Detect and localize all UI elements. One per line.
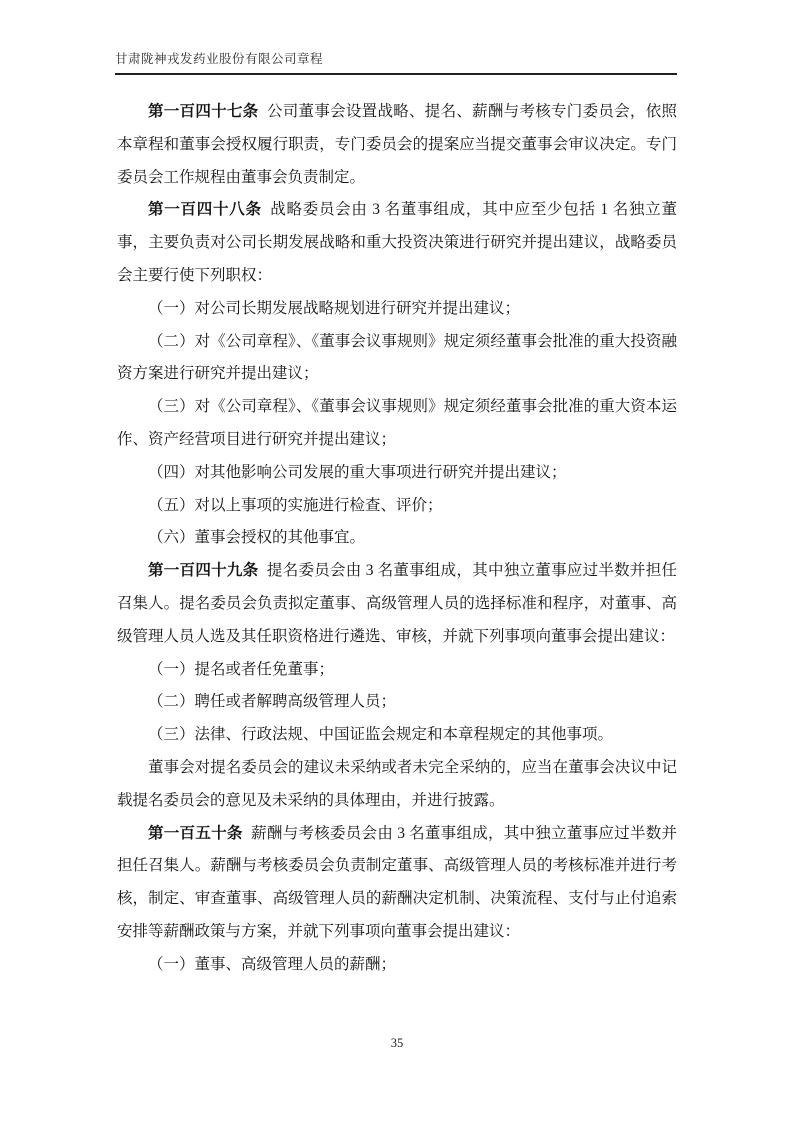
- page-number: 35: [390, 1036, 404, 1050]
- article-150-number: 第一百五十条: [148, 824, 243, 842]
- page-header: [115, 50, 677, 75]
- para-article-150: [117, 818, 677, 949]
- article-148-item-6: [117, 522, 677, 555]
- article-148-number: 第一百四十八条: [148, 201, 262, 219]
- document-body: [117, 96, 677, 982]
- list-item-text: （二）对《公司章程》、《董事会议事规则》规定须经董事会批准的重大投资融资方案进行研究并提出建议；: [117, 332, 677, 383]
- list-item-text: （三）对《公司章程》、《董事会议事规则》规定须经董事会批准的重大资本运作、资产经营项目进行研究并提出建议；: [117, 398, 677, 448]
- article-150-item-1: [117, 949, 677, 982]
- para-article-149: [117, 555, 677, 653]
- list-item-text: （一）对公司长期发展战略规划进行研究并提出建议；: [148, 299, 521, 317]
- article-147-text: 公司董事会设置战略、提名、薪酬与考核专门委员会，依照本章程和董事会授权履行职责，专门委员会的提案应当提交董事会审议决定。专门委员会工作规程由董事会负责制定。: [117, 103, 677, 186]
- article-148-item-3: [117, 391, 677, 457]
- article-147-number: 第一百四十七条: [148, 103, 259, 120]
- article-149-number: 第一百四十九条: [148, 562, 259, 580]
- list-item-text: （六）董事会授权的其他事宜。: [148, 529, 366, 547]
- article-148-item-2: [117, 326, 677, 392]
- article-149-text: 提名委员会由 3 名董事组成，其中独立董事应过半数并担任召集人。提名委员会负责拟定董事、高级管理人员的选择标准和程序，对董事、高级管理人员人选及其任职资格进行遴选、审核，并就下列事项向董事会提出建议：: [117, 562, 677, 645]
- article-148-item-1: [117, 293, 677, 326]
- list-item-text: （三）法律、行政法规、中国证监会规定和本章程规定的其他事项。: [148, 726, 614, 744]
- article-148-item-4: [117, 457, 677, 490]
- list-item-text: （四）对其他影响公司发展的重大事项进行研究并提出建议；: [148, 463, 567, 481]
- list-item-text: （一）董事、高级管理人员的薪酬；: [148, 955, 397, 973]
- article-149-item-1: [117, 654, 677, 687]
- article-149-item-3: [117, 719, 677, 752]
- para-article-147: [117, 96, 677, 194]
- para-article-148: [117, 194, 677, 292]
- article-150-text: 薪酬与考核委员会由 3 名董事组成，其中独立董事应过半数并担任召集人。薪酬与考核委员会负责制定董事、高级管理人员的考核标准并进行考核，制定、审查董事、高级管理人员的薪酬决定机制、决策流程、支付与止付追索安排等薪酬政策与方案，并就下列事项向董事会提出建议：: [117, 824, 677, 940]
- article-149-item-2: [117, 686, 677, 719]
- list-item-text: （五）对以上事项的实施进行检查、评价；: [148, 496, 443, 514]
- document-title: 甘肃陇神戎发药业股份有限公司章程: [115, 52, 324, 66]
- page-footer: [0, 1036, 794, 1051]
- list-item-text: （二）聘任或者解聘高级管理人员；: [148, 693, 397, 711]
- article-148-text: 战略委员会由 3 名董事组成，其中应至少包括 1 名独立董事，主要负责对公司长期发展战略和重大投资决策进行研究并提出建议，战略委员会主要行使下列职权：: [117, 201, 677, 284]
- article-148-item-5: [117, 490, 677, 523]
- article-149-closing-paragraph: 董事会对提名委员会的建议未采纳或者未完全采纳的，应当在董事会决议中记载提名委员会的意见及未采纳的具体理由，并进行披露。: [117, 758, 677, 809]
- list-item-text: （一）提名或者任免董事；: [148, 660, 335, 678]
